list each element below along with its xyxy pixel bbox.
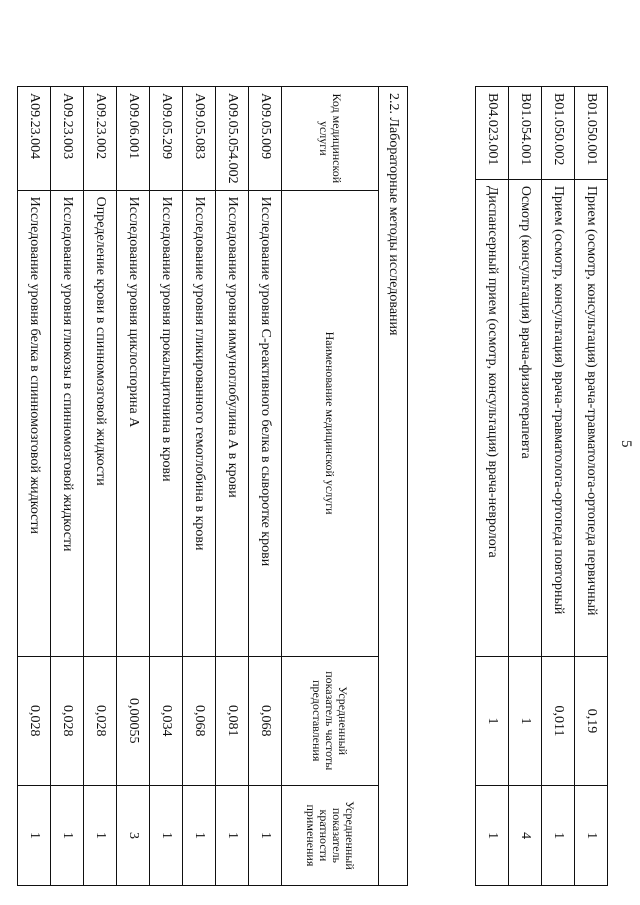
- table-row: [216, 87, 249, 886]
- table-row: [84, 87, 117, 886]
- table-row: [249, 87, 282, 886]
- cell-freq: 0,028: [84, 656, 117, 785]
- cell-code: B01.050.001: [575, 87, 608, 180]
- cell-code: B04.023.001: [476, 87, 509, 180]
- cell-mult: 1: [542, 786, 575, 886]
- cell-mult: 3: [117, 785, 150, 885]
- cell-name: Исследование уровня иммуноглобулина А в крови: [216, 190, 249, 656]
- cell-freq: 1: [476, 656, 509, 786]
- cell-code: A09.23.004: [18, 87, 51, 191]
- cell-freq: 0,068: [183, 656, 216, 785]
- header-name: Наименование медицинской услуги: [282, 190, 379, 656]
- cell-mult: 1: [183, 785, 216, 885]
- cell-freq: 1: [509, 656, 542, 786]
- header-code: Код медицинской услуги: [282, 87, 379, 191]
- cell-freq: 0,028: [18, 656, 51, 785]
- cell-code: A09.06.001: [117, 87, 150, 191]
- header-freq: Усредненный показатель частоты предоставления: [282, 656, 379, 785]
- cell-name: Исследование уровня прокальцитонина в крови: [150, 190, 183, 656]
- cell-mult: 4: [509, 786, 542, 886]
- cell-name: Исследование уровня белка в спинномозговой жидкости: [18, 190, 51, 656]
- cell-name: Определение крови в спинномозговой жидкости: [84, 190, 117, 656]
- cell-name: Диспансерный прием (осмотр, консультация) врача-невролога: [476, 179, 509, 656]
- cell-mult: 1: [150, 785, 183, 885]
- cell-mult: 1: [575, 786, 608, 886]
- table-row: [117, 87, 150, 886]
- table-row: [575, 87, 608, 886]
- cell-mult: 1: [476, 786, 509, 886]
- services-table-top: [475, 86, 608, 886]
- table-row: [150, 87, 183, 886]
- cell-freq: 0,028: [51, 656, 84, 785]
- cell-mult: 1: [18, 785, 51, 885]
- cell-mult: 1: [249, 785, 282, 885]
- cell-freq: 0,011: [542, 656, 575, 786]
- cell-code: A09.05.054.002: [216, 87, 249, 191]
- cell-code: B01.054.001: [509, 87, 542, 180]
- table-row: [476, 87, 509, 886]
- cell-name: Прием (осмотр, консультация) врача-травматолога-ортопеда первичный: [575, 179, 608, 656]
- table-row: [509, 87, 542, 886]
- cell-name: Исследование уровня С-реактивного белка в сыворотке крови: [249, 190, 282, 656]
- lab-methods-table: [17, 86, 408, 886]
- cell-name: Исследование уровня глюкозы в спинномозговой жидкости: [51, 190, 84, 656]
- section-title: 2.2. Лабораторные методы исследования: [379, 87, 408, 886]
- cell-code: A09.23.003: [51, 87, 84, 191]
- page-number: 5: [618, 440, 634, 448]
- cell-freq: 0,034: [150, 656, 183, 785]
- cell-name: Осмотр (консультация) врача-физиотерапевта: [509, 179, 542, 656]
- cell-code: A09.05.009: [249, 87, 282, 191]
- cell-name: Прием (осмотр, консультация) врача-травматолога-ортопеда повторный: [542, 179, 575, 656]
- cell-code: A09.23.002: [84, 87, 117, 191]
- table-row: [51, 87, 84, 886]
- header-mult: Усредненный показатель кратности применения: [282, 785, 379, 885]
- cell-mult: 1: [51, 785, 84, 885]
- cell-mult: 1: [84, 785, 117, 885]
- cell-code: B01.050.002: [542, 87, 575, 180]
- cell-code: A09.05.209: [150, 87, 183, 191]
- table-row: [542, 87, 575, 886]
- cell-freq: 0,00055: [117, 656, 150, 785]
- cell-mult: 1: [216, 785, 249, 885]
- cell-freq: 0,081: [216, 656, 249, 785]
- cell-name: Исследование уровня циклоспорина А: [117, 190, 150, 656]
- cell-freq: 0,19: [575, 656, 608, 786]
- cell-name: Исследование уровня гликированного гемоглобина в крови: [183, 190, 216, 656]
- cell-freq: 0,068: [249, 656, 282, 785]
- table-row: [18, 87, 51, 886]
- cell-code: A09.05.083: [183, 87, 216, 191]
- table-row: [183, 87, 216, 886]
